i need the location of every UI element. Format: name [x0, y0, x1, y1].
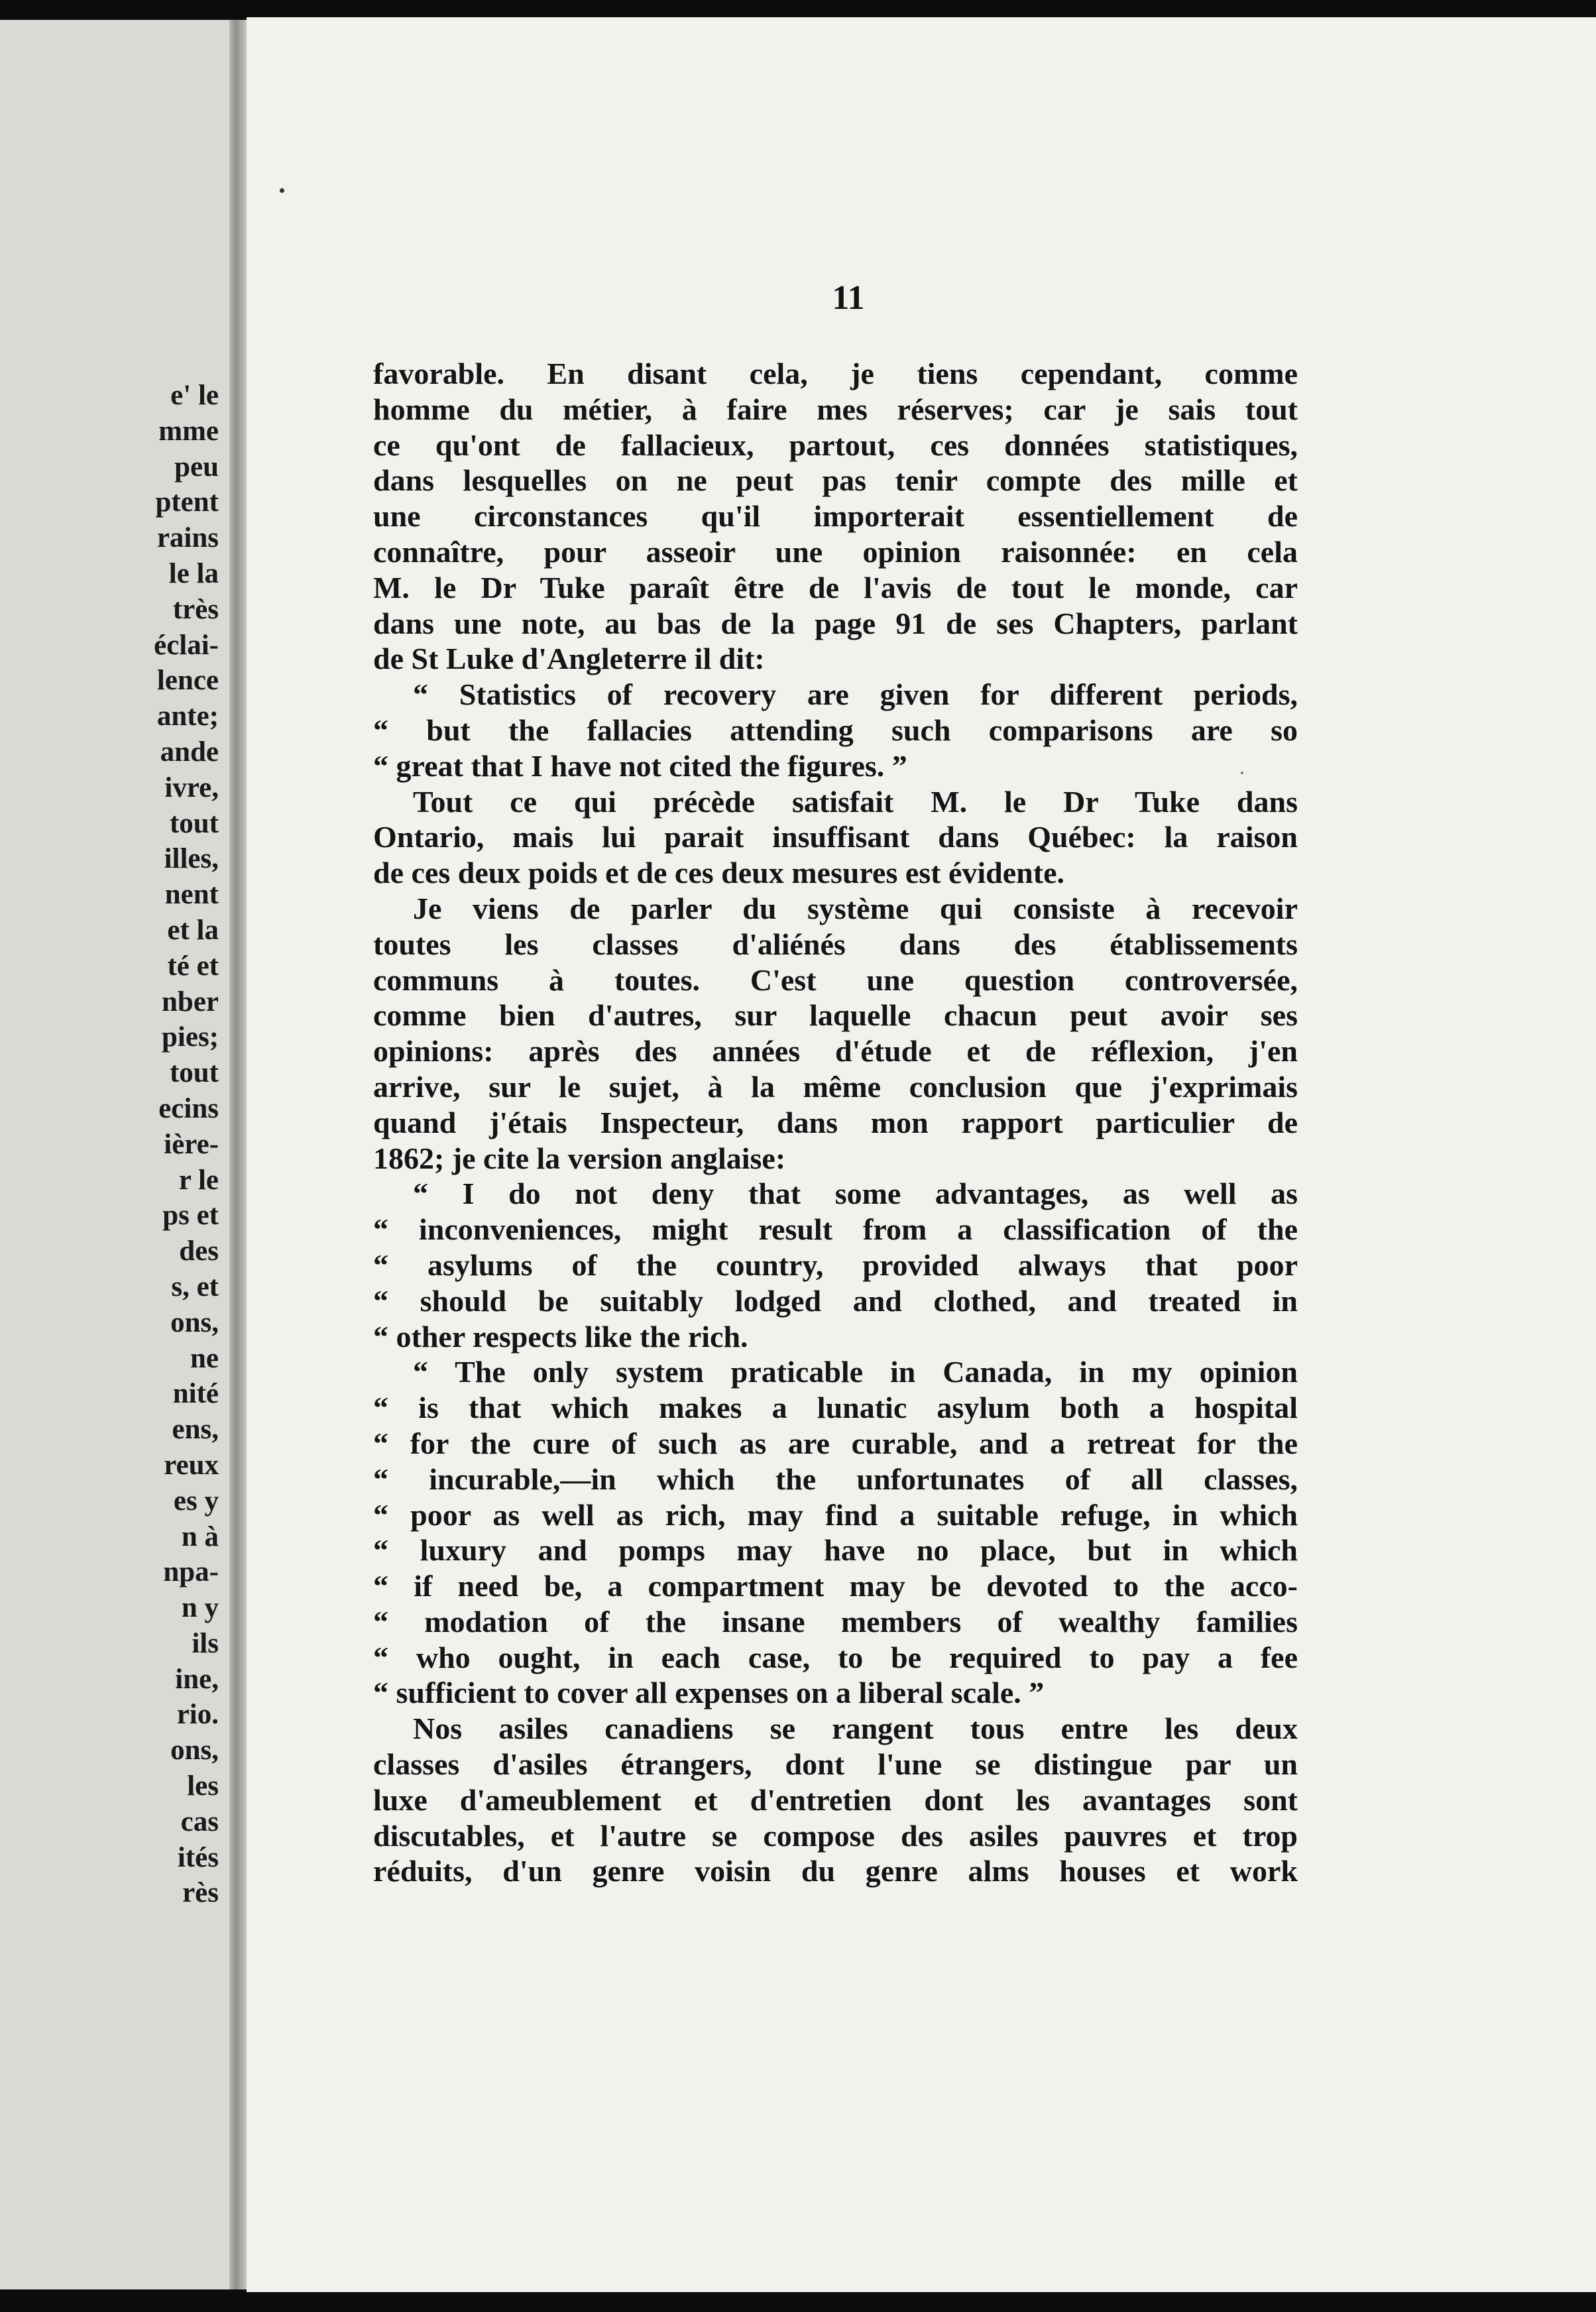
left-fragment-line: r le [178, 1164, 219, 1196]
left-fragment-line: ière- [164, 1128, 219, 1160]
text-line: “ luxury and pomps may have no place, but in which [373, 1533, 1298, 1568]
left-fragment-line: ivre, [164, 772, 219, 803]
left-fragment-line: éclai- [154, 629, 219, 661]
text-line: “ Statistics of recovery are given for different periods, [413, 677, 1298, 712]
left-fragment-line: rio. [176, 1699, 219, 1731]
text-line: “ if need be, a compartment may be devoted to the acco- [373, 1569, 1298, 1603]
left-fragment-line: npa- [163, 1556, 219, 1588]
text-line: “ other respects like the rich. [373, 1319, 748, 1354]
text-line: ce qu'ont de fallacieux, partout, ces données statistiques, [373, 428, 1298, 462]
text-line: communs à toutes. C'est une question controversée, [373, 962, 1298, 997]
text-line: “ for the cure of such as are curable, and a retreat for the [373, 1426, 1298, 1460]
text-line: classes d'asiles étrangers, dont l'une se distingue par un [373, 1747, 1298, 1782]
left-fragment-line: et la [167, 914, 219, 946]
text-line: “ great that I have not cited the figures. ” [373, 748, 907, 783]
text-line: comme bien d'autres, sur laquelle chacun peut avoir ses [373, 998, 1298, 1033]
left-page-text-fragments [0, 378, 219, 1911]
text-line: “ poor as well as rich, may find a suitable refuge, in which [373, 1497, 1298, 1532]
left-fragment-line: ités [177, 1841, 219, 1873]
left-fragment-line: rains [156, 522, 219, 554]
text-line: “ asylums of the country, provided always that poor [373, 1247, 1298, 1282]
left-fragment-line: es y [173, 1485, 219, 1517]
left-fragment-line: lence [156, 665, 219, 697]
speck [280, 188, 284, 193]
text-line: “ The only system praticable in Canada, in my opinion [413, 1355, 1298, 1389]
text-line: homme du métier, à faire mes réserves; car je sais tout [373, 392, 1298, 426]
text-line: discutables, et l'autre se compose des asiles pauvres et trop [373, 1818, 1298, 1853]
left-page [0, 20, 233, 2289]
left-fragment-line: s, et [171, 1271, 219, 1302]
text-line: “ modation of the insane members of wealthy families [373, 1604, 1298, 1639]
left-fragment-line: illes, [164, 843, 219, 875]
text-line: dans lesquelles on ne peut pas tenir compte des mille et [373, 463, 1298, 498]
left-fragment-line: les [187, 1770, 219, 1802]
page-number: 11 [832, 279, 865, 317]
left-fragment-line: ande [160, 736, 219, 768]
text-line: connaître, pour asseoir une opinion raisonnée: en cela [373, 534, 1298, 569]
left-fragment-line: très [172, 593, 219, 625]
text-line: Je viens de parler du système qui consiste à recevoir [413, 891, 1298, 925]
left-fragment-line: ine, [175, 1663, 219, 1695]
text-line: “ incurable,—in which the unfortunates of all classes, [373, 1462, 1298, 1496]
text-line: favorable. En disant cela, je tiens cependant, comme [373, 357, 1298, 390]
text-line: toutes les classes d'aliénés dans des établissements [373, 927, 1298, 961]
text-line: “ sufficient to cover all expenses on a liberal scale. ” [373, 1676, 1045, 1710]
text-line: de St Luke d'Angleterre il dit: [373, 642, 765, 676]
left-fragment-line: pies; [162, 1021, 219, 1053]
left-fragment-line: té et [167, 950, 219, 982]
text-line: Ontario, mais lui parait insuffisant dans Québec: la raison [373, 820, 1298, 854]
left-fragment-line: rès [182, 1877, 219, 1909]
text-line: “ is that which makes a lunatic asylum both a hospital [373, 1391, 1298, 1425]
left-fragment-line: nber [162, 986, 219, 1017]
left-fragment-line: n à [181, 1521, 219, 1552]
left-fragment-line: ps et [162, 1200, 219, 1232]
left-fragment-line: ens, [172, 1414, 219, 1446]
text-line: arrive, sur le sujet, à la même conclusion que j'exprimais [373, 1069, 1298, 1104]
left-fragment-line: tout [169, 1057, 219, 1089]
left-fragment-line: le la [168, 557, 219, 589]
left-fragment-line: ons, [170, 1306, 219, 1338]
left-fragment-line: e' le [170, 380, 219, 411]
left-fragment-line: nité [172, 1378, 219, 1410]
text-line: dans une note, au bas de la page 91 de ses Chapters, parlant [373, 606, 1298, 640]
text-line: “ who ought, in each case, to be required to pay a fee [373, 1640, 1298, 1674]
text-line: opinions: après des années d'étude et de réflexion, j'en [373, 1034, 1298, 1069]
left-fragment-line: ante; [156, 701, 219, 732]
left-fragment-line: ons, [170, 1735, 219, 1766]
book-gutter [229, 20, 247, 2289]
left-fragment-line: des [179, 1236, 219, 1267]
left-fragment-line: mme [158, 415, 219, 447]
left-fragment-line: n y [181, 1592, 219, 1624]
left-fragment-line: ecins [158, 1092, 219, 1124]
text-line: réduits, d'un genre voisin du genre alms houses et work [373, 1854, 1298, 1888]
text-line: “ should be suitably lodged and clothed, and treated in [373, 1283, 1298, 1318]
left-fragment-line: nent [164, 879, 219, 911]
text-line: 1862; je cite la version anglaise: [373, 1141, 786, 1175]
left-fragment-line: cas [180, 1806, 219, 1837]
text-line: une circonstances qu'il importerait essentiellement de [373, 499, 1298, 534]
text-line: luxe d'ameublement et d'entretien dont les avantages sont [373, 1782, 1298, 1817]
text-line: “ inconveniences, might result from a classification of the [373, 1212, 1298, 1247]
text-line: Nos asiles canadiens se rangent tous entre les deux [413, 1711, 1298, 1746]
left-fragment-line: ptent [155, 487, 219, 518]
text-line: quand j'étais Inspecteur, dans mon rapport particulier de [373, 1105, 1298, 1139]
text-line: “ I do not deny that some advantages, as well as [413, 1177, 1298, 1211]
left-fragment-line: peu [174, 451, 219, 483]
left-fragment-line: reux [164, 1449, 219, 1481]
text-line: de ces deux poids et de ces deux mesures est évidente. [373, 856, 1064, 890]
left-fragment-line: tout [169, 807, 219, 839]
page-body-text [373, 356, 1298, 1889]
left-fragment-line: ne [190, 1342, 219, 1374]
text-line: “ but the fallacies attending such comparisons are so [373, 713, 1298, 747]
text-line: Tout ce qui précède satisfait M. le Dr Tuke dans [413, 784, 1298, 819]
text-line: M. le Dr Tuke paraît être de l'avis de tout le monde, car [373, 570, 1298, 605]
left-fragment-line: ils [192, 1627, 219, 1659]
